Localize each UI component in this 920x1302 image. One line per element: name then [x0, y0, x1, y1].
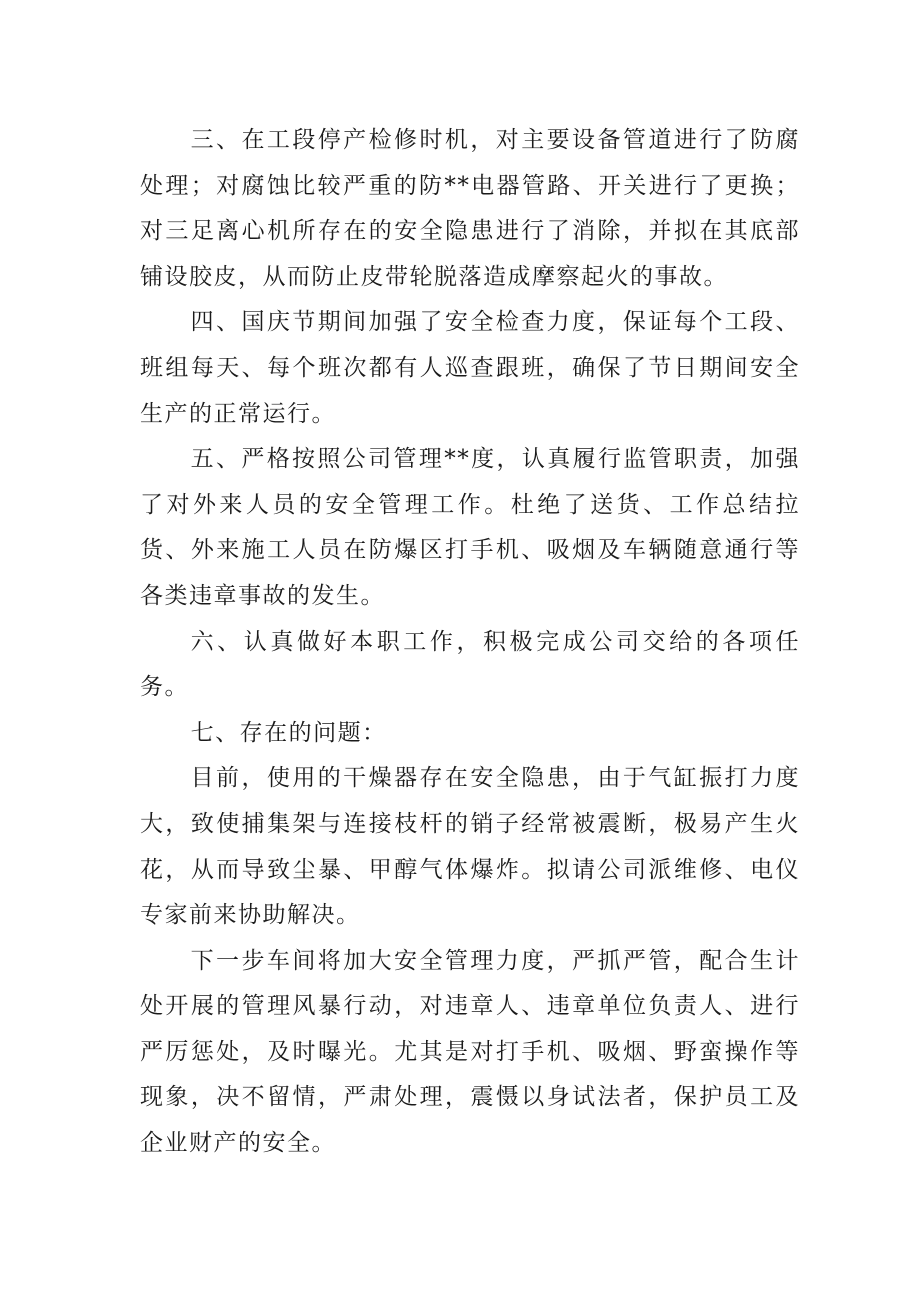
document-body — [140, 118, 800, 1167]
paragraph-4: 四、国庆节期间加强了安全检查力度，保证每个工段、班组每天、每个班次都有人巡查跟班，确保了节日期间安全生产的正常运行。 — [140, 309, 800, 427]
paragraph-next-steps: 下一步车间将加大安全管理力度，严抓严管，配合生计处开展的管理风暴行动，对违章人、违章单位负责人、进行严厉惩处，及时曝光。尤其是对打手机、吸烟、野蛮操作等现象，决不留情，严肃处理，震慑以身试法者，保护员工及企业财产的安全。 — [140, 947, 800, 1157]
paragraph-3: 三、在工段停产检修时机，对主要设备管道进行了防腐处理；对腐蚀比较严重的防**电器管路、开关进行了更换；对三足离心机所存在的安全隐患进行了消除，并拟在其底部铺设胶皮，从而防止皮带轮脱落造成摩察起火的事故。 — [140, 127, 800, 290]
paragraph-5: 五、严格按照公司管理**度，认真履行监管职责，加强了对外来人员的安全管理工作。杜绝了送货、工作总结拉货、外来施工人员在防爆区打手机、吸烟及车辆随意通行等各类违章事故的发生。 — [140, 446, 800, 609]
paragraph-problem: 目前，使用的干燥器存在安全隐患，由于气缸振打力度大，致使捕集架与连接枝杆的销子经常被震断，极易产生火花，从而导致尘暴、甲醇气体爆炸。拟请公司派维修、电仪专家前来协助解决。 — [140, 765, 800, 929]
paragraph-6: 六、认真做好本职工作，积极完成公司交给的各项任务。 — [140, 628, 800, 701]
paragraph-7-heading: 七、存在的问题： — [190, 719, 387, 746]
